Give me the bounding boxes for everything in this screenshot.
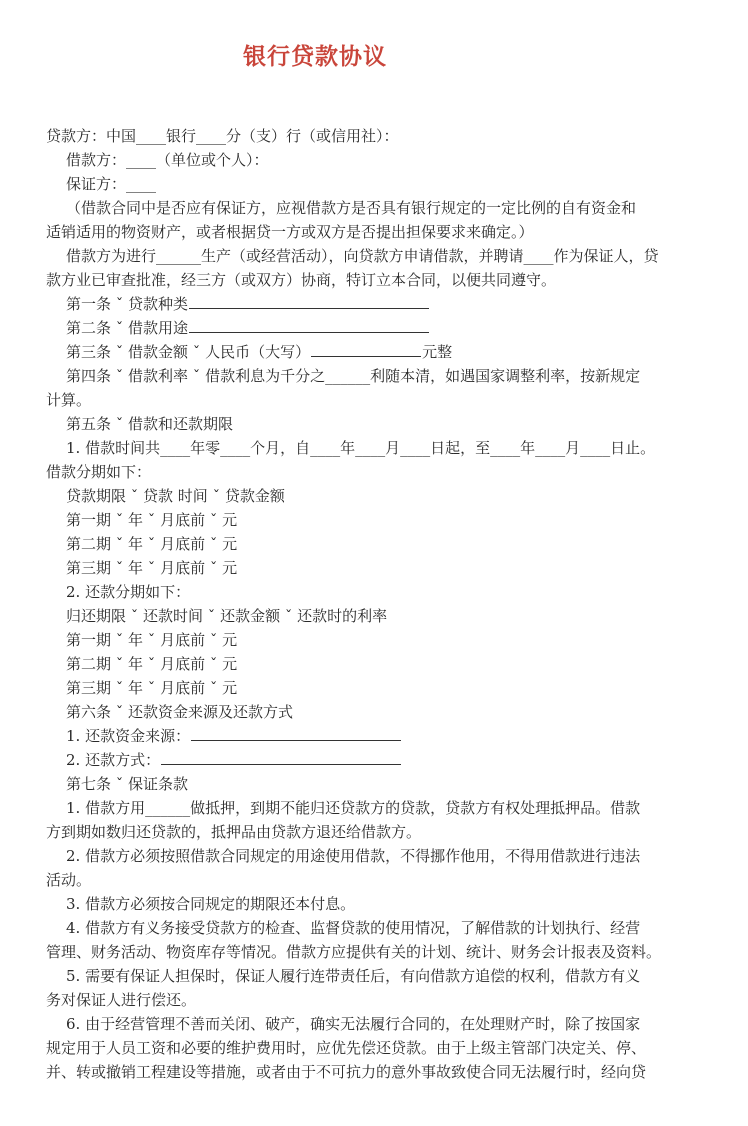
text-line: 2. 还款方式： bbox=[66, 751, 161, 769]
repay-method bbox=[46, 748, 702, 772]
text-line: 5. 需要有保证人担保时，保证人履行连带责任后，有向借款方追偿的权利，借款方有义 bbox=[66, 967, 641, 985]
article-1 bbox=[46, 292, 702, 316]
text-line: 1. 借款方用______做抵押，到期不能归还贷款方的贷款，贷款方有权处理抵押品。借款 bbox=[66, 799, 641, 817]
text-line: 款方业已审查批准，经三方（或双方）协商，特订立本合同，以便共同遵守。 bbox=[46, 271, 557, 289]
text-line: 2. 还款分期如下： bbox=[66, 583, 191, 601]
text-line: 第三期 ˇ 年 ˇ 月底前 ˇ 元 bbox=[66, 679, 238, 697]
text-line: 第一期 ˇ 年 ˇ 月底前 ˇ 元 bbox=[66, 511, 238, 529]
text-line: （借款合同中是否应有保证方，应视借款方是否具有银行规定的一定比例的自有资金和 bbox=[66, 199, 637, 217]
text-line: 第一期 ˇ 年 ˇ 月底前 ˇ 元 bbox=[66, 631, 238, 649]
text-line: 1. 借款时间共____年零____个月，自____年____月____日起，至____年____月____日止。 bbox=[66, 439, 656, 457]
text-line: 借款方为进行______生产（或经营活动），向贷款方申请借款，并聘请____作为保证人，贷 bbox=[66, 247, 659, 265]
text-line: 贷款方：中国____银行____分（支）行（或信用社）： bbox=[46, 127, 399, 145]
text-line: 计算。 bbox=[46, 391, 92, 409]
text-line: 借款分期如下： bbox=[46, 463, 152, 481]
text-line: 归还期限 ˇ 还款时间 ˇ 还款金额 ˇ 还款时的利率 bbox=[66, 607, 388, 625]
text-line: 4. 借款方有义务接受贷款方的检查、监督贷款的使用情况，了解借款的计划执行、经营 bbox=[66, 919, 641, 937]
text-line: 第三期 ˇ 年 ˇ 月底前 ˇ 元 bbox=[66, 559, 238, 577]
text-line: 务对保证人进行偿还。 bbox=[46, 991, 197, 1009]
fill-blank bbox=[189, 293, 429, 309]
text-line: 方到期如数归还贷款的，抵押品由贷款方退还给借款方。 bbox=[46, 823, 422, 841]
text-line: 保证方：____ bbox=[66, 175, 157, 193]
repay-source bbox=[46, 724, 702, 748]
text-line: 借款方：____（单位或个人）： bbox=[66, 151, 269, 169]
article-2 bbox=[46, 316, 702, 340]
text-line: 6. 由于经营管理不善而关闭、破产，确实无法履行合同的，在处理财产时，除了按国家 bbox=[66, 1015, 641, 1033]
fill-blank bbox=[161, 749, 401, 765]
text-line: 活动。 bbox=[46, 871, 92, 889]
text-line: 第四条 ˇ 借款利率 ˇ 借款利息为千分之______利随本清，如遇国家调整利率，按新规定 bbox=[66, 367, 641, 385]
fill-blank bbox=[189, 317, 429, 333]
text-line: 管理、财务活动、物资库存等情况。借款方应提供有关的计划、统计、财务会计报表及资料。 bbox=[46, 943, 662, 961]
text-line: 第六条 ˇ 还款资金来源及还款方式 bbox=[66, 703, 294, 721]
text-line: 第二条 ˇ 借款用途 bbox=[66, 319, 189, 337]
text-line: 适销适用的物资财产，或者根据贷一方或双方是否提出担保要求来确定。） bbox=[46, 223, 534, 241]
document-body bbox=[46, 124, 702, 1084]
text-line: 规定用于人员工资和必要的维护费用时，应优先偿还贷款。由于上级主管部门决定关、停、 bbox=[46, 1039, 647, 1057]
text-line: 贷款期限 ˇ 贷款 时间 ˇ 贷款金额 bbox=[66, 487, 285, 505]
fill-blank bbox=[191, 725, 401, 741]
text-line: 并、转或撤销工程建设等措施，或者由于不可抗力的意外事故致使合同无法履行时，经向贷 bbox=[46, 1063, 647, 1081]
text-line: 2. 借款方必须按照借款合同规定的用途使用借款，不得挪作他用，不得用借款进行违法 bbox=[66, 847, 641, 865]
text-line: 第二期 ˇ 年 ˇ 月底前 ˇ 元 bbox=[66, 535, 238, 553]
text-line: 第七条 ˇ 保证条款 bbox=[66, 775, 189, 793]
text-line: 元整 bbox=[422, 343, 453, 361]
text-line: 3. 借款方必须按合同规定的期限还本付息。 bbox=[66, 895, 356, 913]
text-line: 1. 还款资金来源： bbox=[66, 727, 191, 745]
fill-blank bbox=[311, 341, 421, 357]
article-3 bbox=[46, 340, 702, 364]
text-line: 第二期 ˇ 年 ˇ 月底前 ˇ 元 bbox=[66, 655, 238, 673]
text-line: 第五条 ˇ 借款和还款期限 bbox=[66, 415, 234, 433]
text-line: 第三条 ˇ 借款金额 ˇ 人民币（大写） bbox=[66, 343, 311, 361]
document-title: 银行贷款协议 bbox=[243, 44, 387, 70]
text-line: 第一条 ˇ 贷款种类 bbox=[66, 295, 189, 313]
